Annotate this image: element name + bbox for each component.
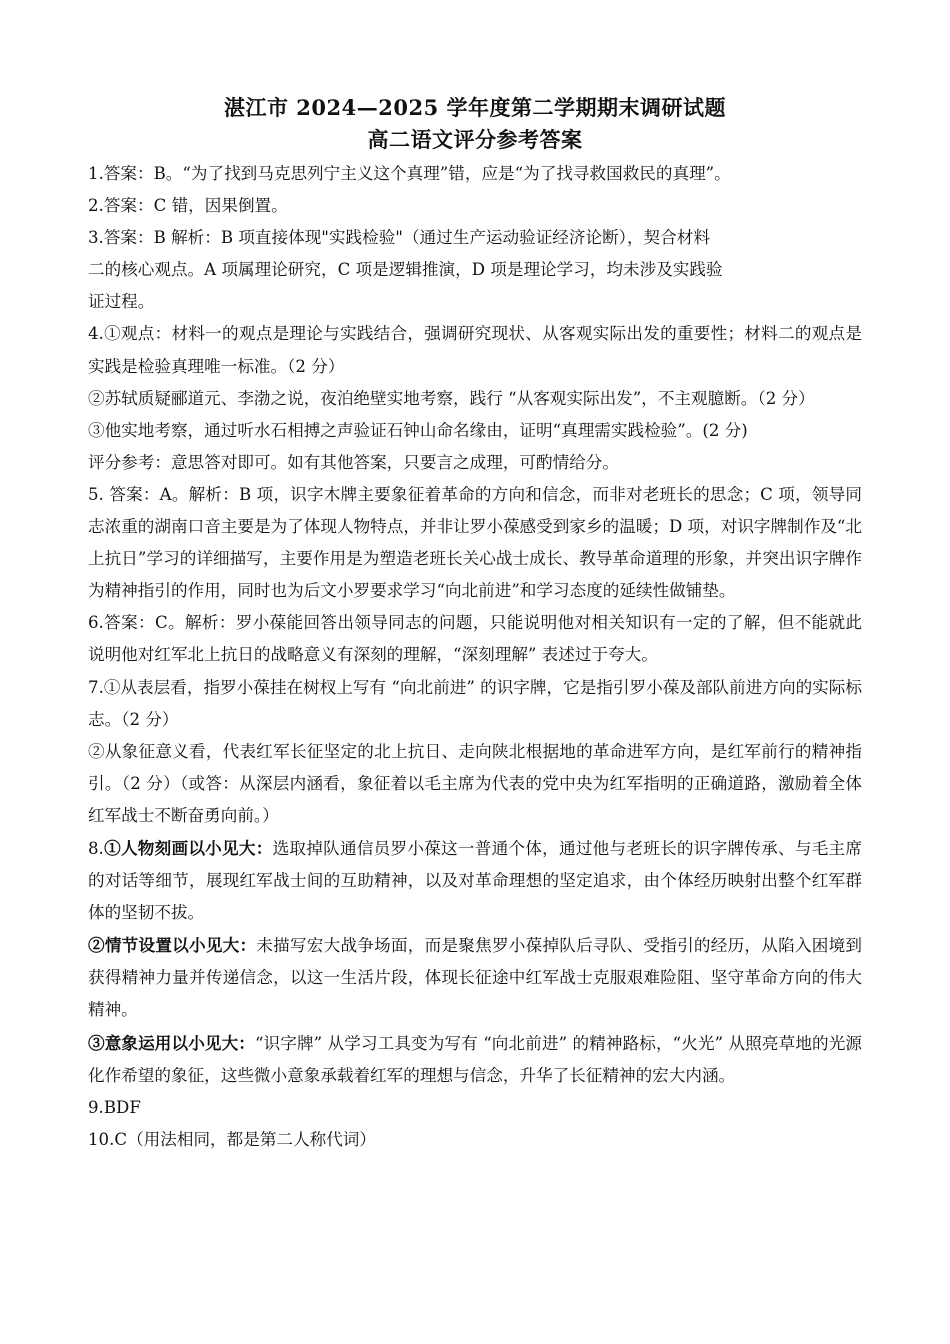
answer-q8-imagery <box>88 1027 862 1092</box>
q8-number: 8. <box>88 838 104 858</box>
q8-imagery-body: “识字牌” 从学习工具变为写有 “向北前进” 的精神路标，“火光” 从照亮草地的光源化作希望的象征，这些微小意象承载着红军的理想与信念，升华了长征精神的宏大内涵。 <box>88 1033 863 1085</box>
q8-imagery-heading: ③意象运用以小见大： <box>88 1032 255 1053</box>
answer-q3-line3: 证过程。 <box>88 292 155 312</box>
answer-q8-plot <box>88 929 862 1026</box>
answer-q6: 6.答案：C。解析：罗小葆能回答出领导同志的问题，只能说明他对相关知识有一定的了解，但不能就此说明他对红军北上抗日的战略意义有深刻的理解，“深刻理解” 表述过于夸大。 <box>88 613 862 665</box>
answer-q9: 9.BDF <box>88 1097 141 1117</box>
answer-q3-line1: 3.答案：B 解析：B 项直接体现"实践检验"（通过生产运动验证经济论断），契合材料 <box>88 228 710 248</box>
q8-plot-body: 未描写宏大战争场面，而是聚焦罗小葆掉队后寻队、受指引的经历，从陷入困境到获得精神力量并传递信念，以这一生活片段，体现长征途中红军战士克服艰难险阻、坚守革命方向的伟大精神。 <box>88 936 862 1020</box>
answer-q10: 10.C（用法相同，都是第二人称代词） <box>88 1129 376 1149</box>
answer-q5: 5. 答案：A。解析：B 项，识字木牌主要象征着革命的方向和信念，而非对老班长的思念；C 项，领导同志浓重的湖南口音主要是为了体现人物特点，并非让罗小葆感受到家乡的温暖；D 项，对识字牌制作及“北上抗日”学习的详细描写，主要作用是为塑造老班长关心战士成长、教导革命道理的形象，并突出识字牌作为精神指引的作用，同时也为后文小罗要求学习“向北前进”和学习态度的延续性做铺垫。 <box>88 484 862 601</box>
q8-character-body: 选取掉队通信员罗小葆这一普通个体，通过他与老班长的识字牌传承、与毛主席的对话等细节，展现红军战士间的互助精神，以及对革命理想的坚定追求，由个体经历映射出整个红军群体的坚韧不拔。 <box>88 838 862 923</box>
answer-q4-field-study: ③他实地考察，通过听水石相搏之声验证石钟山命名缘由，证明“真理需实践检验”。(2 分) <box>88 420 748 440</box>
answer-q7-surface: 7.①从表层看，指罗小葆挂在树杈上写有 “向北前进” 的识字牌，它是指引罗小葆及部队前进方向的实际标志。（2 分） <box>88 677 862 729</box>
document-title-line2: 高二语文评分参考答案 <box>367 127 583 152</box>
answer-q7-symbolic: ②从象征意义看，代表红军长征坚定的北上抗日、走向陕北根据地的革命进军方向，是红军前行的精神指引。（2 分）（或答：从深层内涵看，象征着以毛主席为代表的党中央为红军指明的正确道路，激励着全体红军战士不断奋勇向前。） <box>88 741 862 825</box>
answer-q8-character <box>88 832 862 929</box>
answer-q4-viewpoint: 4.①观点：材料一的观点是理论与实践结合，强调研究现状、从客观实际出发的重要性；材料二的观点是实践是检验真理唯一标准。（2 分） <box>88 324 862 376</box>
answer-q4-scoring-note: 评分参考：意思答对即可。如有其他答案，只要言之成理，可酌情给分。 <box>88 452 619 472</box>
q8-character-heading: ①人物刻画以小见大： <box>103 837 273 858</box>
answer-q4-su-shi: ②苏轼质疑郦道元、李渤之说，夜泊绝壁实地考察，践行 “从客观实际出发”，不主观臆断。（2 分） <box>88 388 815 408</box>
answer-q1: 1.答案：B。“为了找到马克思列宁主义这个真理”错，应是“为了找寻救国救民的真理”。 <box>88 164 731 183</box>
answer-q3-line2: 二的核心观点。A 项属理论研究，C 项是逻辑推演，D 项是理论学习，均未涉及实践验 <box>88 260 723 280</box>
q8-plot-heading: ②情节设置以小见大： <box>88 935 257 956</box>
document-title-line1: 湛江市 2024—2025 学年度第二学期期末调研试题 <box>223 95 726 120</box>
answers-body <box>88 158 862 1156</box>
answer-q2: 2.答案：C 错，因果倒置。 <box>88 196 288 216</box>
